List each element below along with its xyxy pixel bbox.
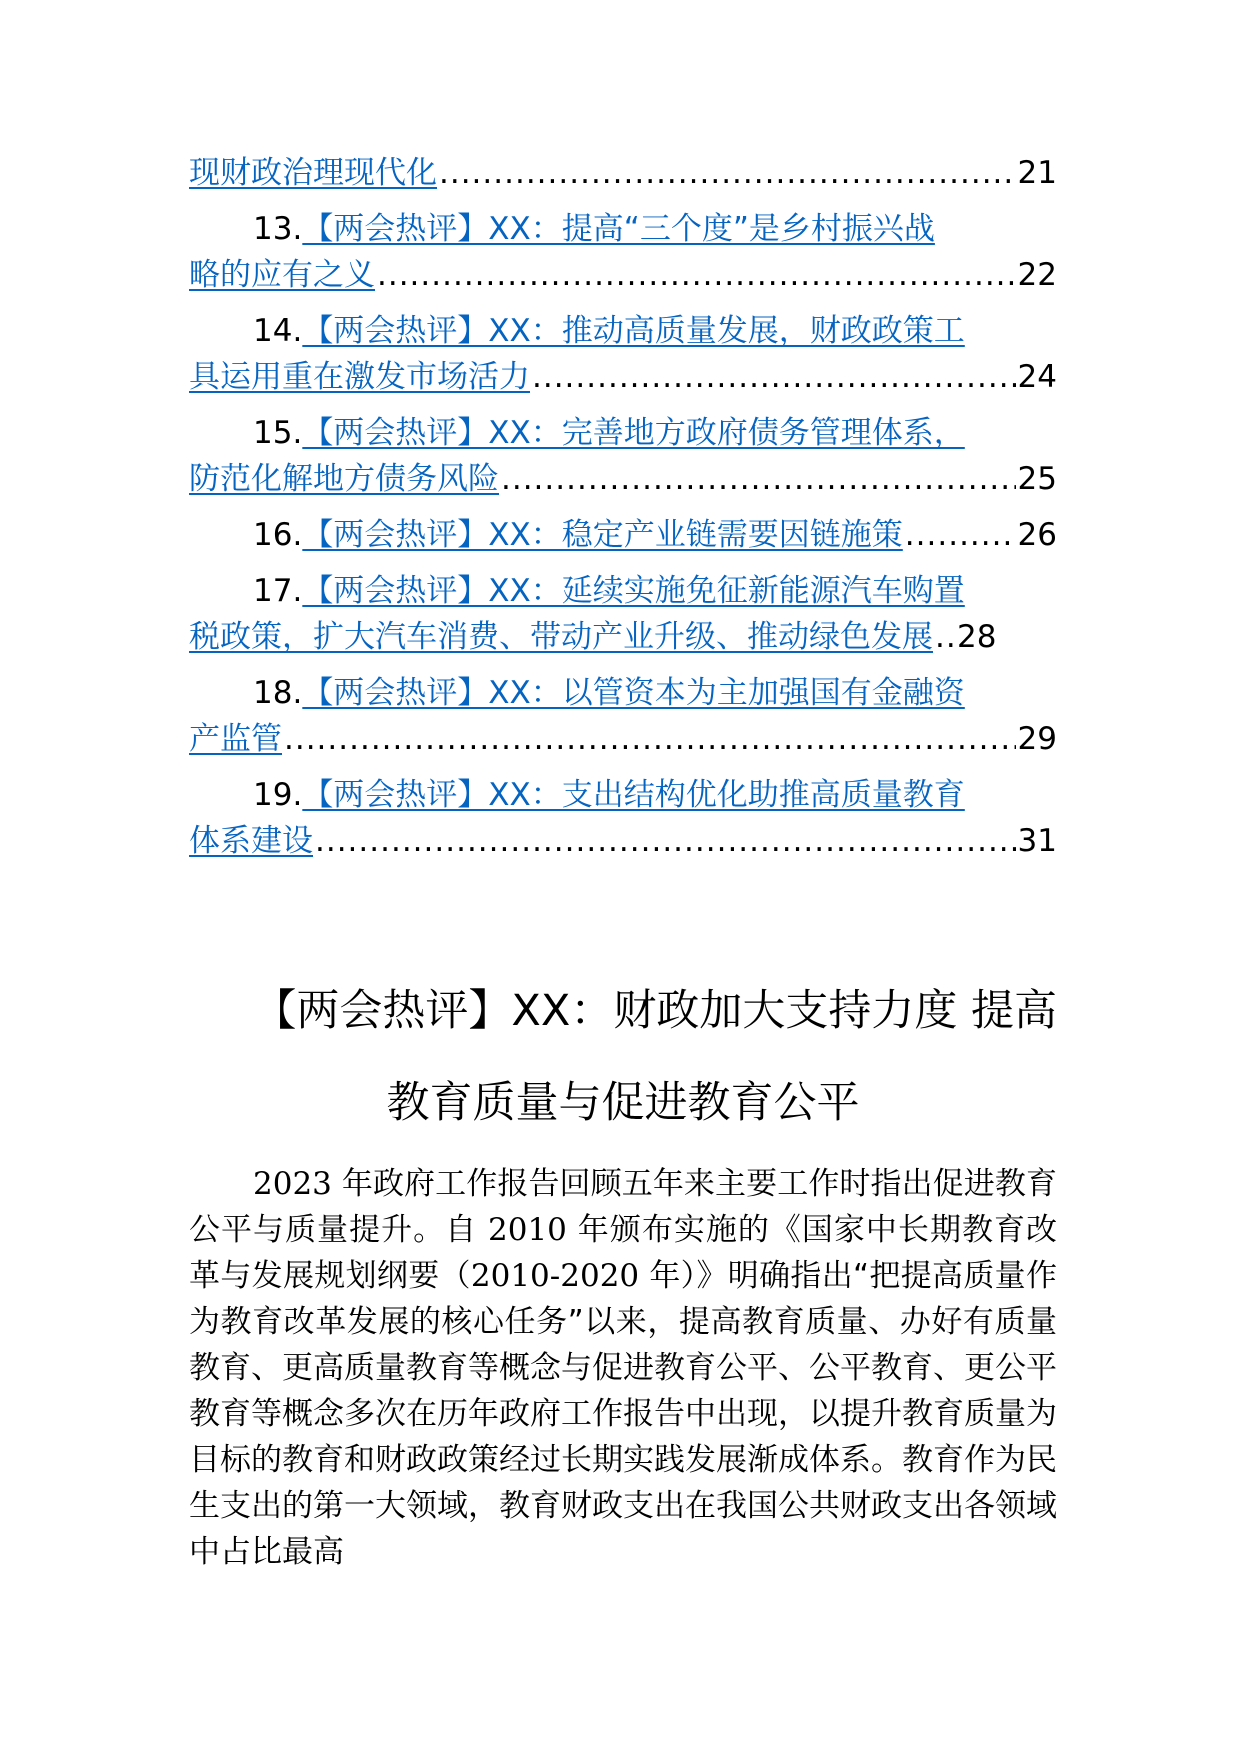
toc-entry-text[interactable]: 体系建设 — [189, 823, 313, 859]
toc-entry-number: 17. — [253, 573, 303, 609]
toc-leader-dots — [439, 150, 1016, 196]
toc-leader-dots — [905, 512, 1016, 558]
toc-leader-dots — [532, 354, 1016, 400]
toc-leader-dots — [377, 252, 1016, 298]
toc-leader-dots — [935, 614, 955, 660]
toc-entry-14[interactable] — [189, 308, 1057, 400]
toc-page-number: 21 — [1017, 155, 1057, 191]
toc-entry-18[interactable] — [189, 670, 1057, 762]
toc-entry-text[interactable]: 【两会热评】XX：以管资本为主加强国有金融资 — [302, 675, 965, 711]
toc-entry-text[interactable]: 【两会热评】XX：延续实施免征新能源汽车购置 — [302, 573, 965, 609]
toc-entry-text[interactable]: 略的应有之义 — [189, 257, 375, 293]
toc-entry-number: 18. — [253, 675, 303, 711]
paragraph-text: 年）》明确指出“把提高质量作为教育改革发展的核心任务”以来，提高教育质量、办好有质量教育、更高质量教育等概念与促进教育公平、公平教育、更公平教育等概念多次在历年政府工作报告中出现，以提升教育质量为目标的教育和财政政策经过长期实践发展渐成体系。教育作为民生支出的第一大领域，教育财政支出在我国公共财政支出各领域中占比最高 — [189, 1258, 1058, 1570]
toc-page-number: 26 — [1017, 517, 1057, 553]
toc-entry-text[interactable]: 【两会热评】XX：提高“三个度”是乡村振兴战 — [302, 211, 935, 247]
table-of-contents — [189, 150, 1057, 874]
toc-entry-number: 13. — [253, 211, 303, 247]
toc-page-number: 24 — [1017, 359, 1057, 395]
toc-entry-number: 16. — [253, 517, 303, 553]
article-heading — [189, 965, 1057, 1149]
paragraph-text: 年颁布实施的《国家中长期教育改革与发展规划纲要（ — [189, 1212, 1057, 1294]
toc-entry-text[interactable]: 现财政治理现代化 — [189, 155, 437, 191]
toc-page-number: 31 — [1017, 823, 1057, 859]
toc-entry-text[interactable]: 【两会热评】XX：支出结构优化助推高质量教育 — [302, 777, 965, 813]
toc-entry-text[interactable]: 【两会热评】XX：推动高质量发展，财政政策工 — [302, 313, 965, 349]
toc-entry-19[interactable] — [189, 772, 1057, 864]
toc-entry-16[interactable] — [189, 512, 1057, 558]
toc-entry-number: 19. — [253, 777, 303, 813]
toc-entry-13[interactable] — [189, 206, 1057, 298]
article-heading-line-1: 【两会热评】XX：财政加大支持力度 提高 — [253, 986, 1057, 1036]
toc-leader-dots — [284, 716, 1016, 762]
toc-entry-text[interactable]: 税政策，扩大汽车消费、带动产业升级、推动绿色发展 — [189, 619, 933, 655]
toc-entry-15[interactable] — [189, 410, 1057, 502]
toc-entry-17[interactable] — [189, 568, 1057, 660]
toc-entry-12[interactable] — [189, 150, 1057, 196]
year-range-text: 2010-2020 — [470, 1258, 640, 1294]
toc-page-number: 25 — [1017, 461, 1057, 497]
article-paragraph — [189, 1161, 1057, 1575]
toc-page-number: 29 — [1017, 721, 1057, 757]
paragraph-text: 年政府工作报告回顾五年来主要工作时指出促进教育公平与质量提升。自 — [189, 1166, 1057, 1248]
year-text: 2010 — [488, 1212, 567, 1248]
toc-leader-dots — [501, 456, 1016, 502]
toc-page-number: 22 — [1017, 257, 1057, 293]
year-text: 2023 — [253, 1166, 332, 1202]
toc-entry-number: 15. — [253, 415, 303, 451]
toc-entry-number: 14. — [253, 313, 303, 349]
toc-page-number: 28 — [957, 619, 997, 655]
toc-entry-text[interactable]: 产监管 — [189, 721, 282, 757]
toc-entry-text[interactable]: 具运用重在激发市场活力 — [189, 359, 530, 395]
toc-entry-text[interactable]: 【两会热评】XX：稳定产业链需要因链施策 — [302, 517, 903, 553]
toc-entry-text[interactable]: 【两会热评】XX：完善地方政府债务管理体系， — [302, 415, 965, 451]
toc-leader-dots — [315, 818, 1016, 864]
toc-entry-text[interactable]: 防范化解地方债务风险 — [189, 461, 499, 497]
article-heading-line-2: 教育质量与促进教育公平 — [386, 1078, 860, 1128]
